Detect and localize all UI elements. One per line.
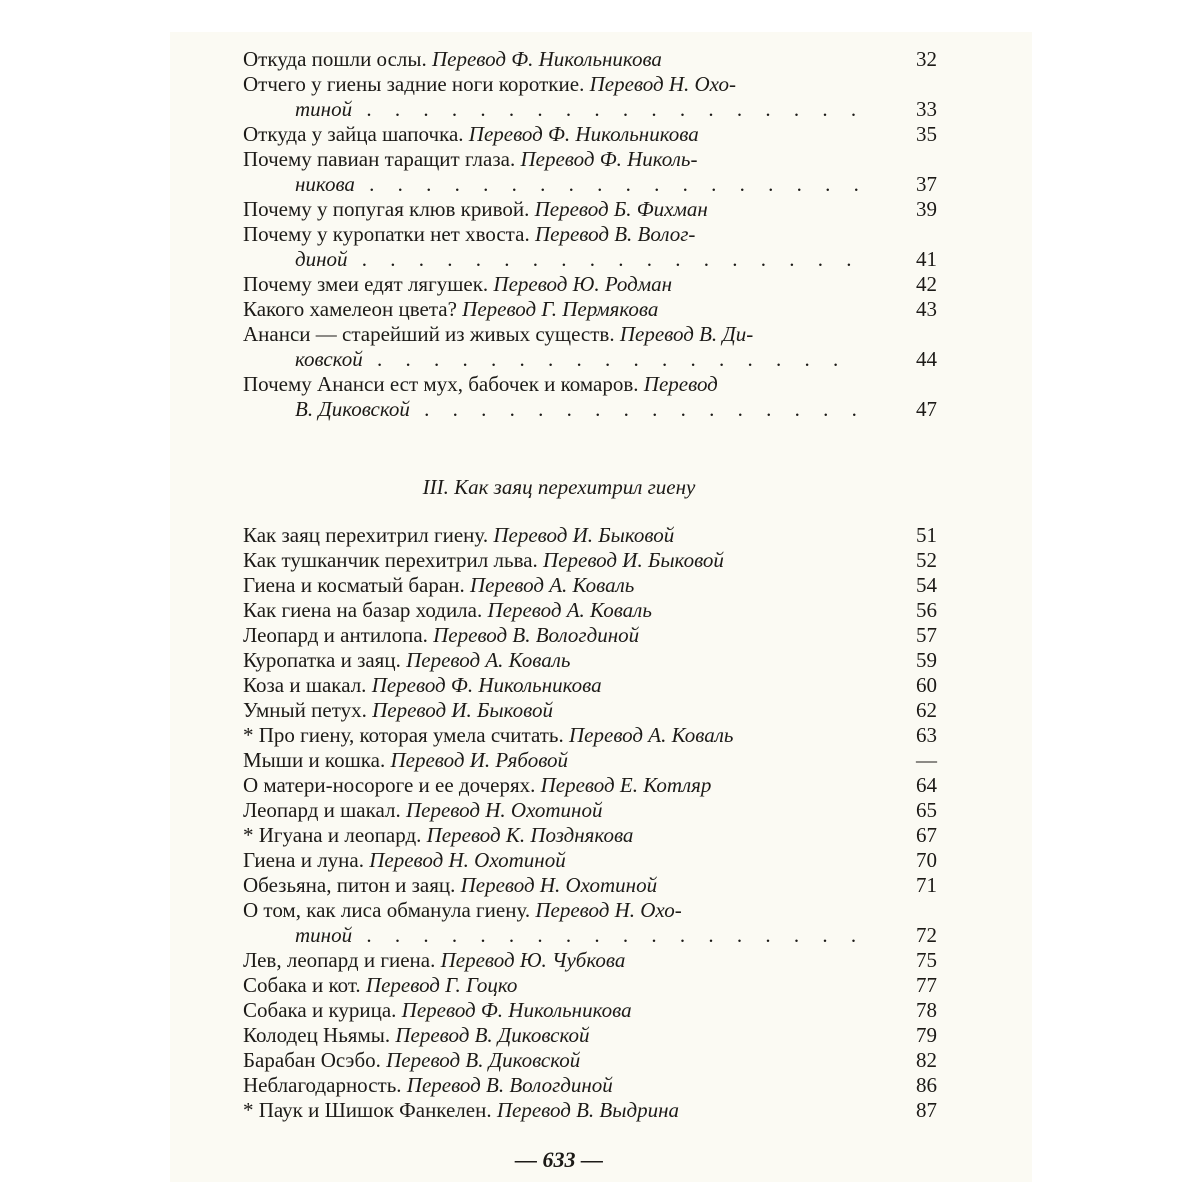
toc-entry-line [243,673,875,698]
entry-page-number: 72 [916,923,937,947]
entry-page-number: 64 [916,773,937,797]
entry-page-number: 47 [916,397,937,421]
toc-entry [243,272,937,297]
entry-title: Ананси — старейший из живых существ. [243,322,620,346]
entry-title: Барабан Осэбо. [243,1048,387,1072]
toc-entry [243,372,937,422]
toc-entry-line [243,1023,875,1048]
entry-title: * Про гиену, которая умела считать. [243,723,570,747]
entry-title: Как тушканчик перехитрил льва. [243,548,544,572]
entry-translator-continued: диной [295,247,348,271]
entry-page-number: 59 [916,648,937,672]
entry-translator-continued: тиной [295,923,353,947]
toc-entry-continuation [243,347,875,372]
toc-entry-line [243,1098,875,1123]
toc-entry-line [243,973,875,998]
entry-translator: Перевод А. Коваль [569,723,734,747]
entry-translator: Перевод В. Выдрина [496,1098,680,1122]
entry-page-number: 79 [916,1023,937,1047]
entry-translator: Перевод Ф. Никольникова [468,122,699,146]
toc-entry-continuation [243,97,875,122]
toc-top [243,47,937,422]
toc-entry [243,122,937,147]
entry-page-number: 56 [916,598,937,622]
leader-dots: . . . . . . . . . . . . . . . . . . [354,172,868,196]
entry-translator: Перевод Ф. Никольникова [371,673,602,697]
entry-translator: Перевод [643,372,718,396]
entry-title: Гиена и луна. [243,848,370,872]
entry-page-number: 63 [916,723,937,747]
entry-title: Умный петух. [243,698,373,722]
toc-entry [243,573,937,598]
entry-translator: Перевод Н. Охотиной [406,798,603,822]
entry-translator: Перевод В. Диковской [395,1023,590,1047]
toc-entry [243,222,937,272]
entry-title: Леопард и антилопа. [243,623,434,647]
toc-entry-line [243,523,875,548]
toc-entry-line [243,47,875,72]
entry-title: * Игуана и леопард. [243,823,427,847]
toc-entry [243,1098,937,1123]
entry-page-number: 35 [916,122,937,146]
entry-translator: Перевод Г. Пермякова [462,297,659,321]
toc-entry-continuation [243,397,875,422]
toc-entry [243,297,937,322]
toc-entry-line [243,147,875,172]
toc-entry-line [243,723,875,748]
entry-translator: Перевод И. Рябовой [390,748,569,772]
toc-entry-line [243,297,875,322]
toc-entry-continuation [243,172,875,197]
toc-entry [243,623,937,648]
toc-entry [243,848,937,873]
entry-page-number: 32 [916,47,937,71]
entry-title: Почему змеи едят лягушек. [243,272,494,296]
entry-title: Мыши и кошка. [243,748,391,772]
toc-entry-line [243,848,875,873]
toc-entry [243,973,937,998]
toc-entry [243,523,937,548]
entry-translator: Перевод Ю. Чубкова [440,948,626,972]
toc-entry-line [243,197,875,222]
entry-page-number: 71 [916,873,937,897]
leader-dots: . . . . . . . . . . . . . . . . . . [347,247,861,271]
toc-entry [243,47,937,72]
toc-entry [243,798,937,823]
entry-page-number: 54 [916,573,937,597]
entry-page-number: 86 [916,1073,937,1097]
entry-title: Коза и шакал. [243,673,372,697]
toc-entry-continuation [243,247,875,272]
entry-translator: Перевод А. Коваль [469,573,635,597]
entry-title: Собака и кот. [243,973,366,997]
entry-page-number: 52 [916,548,937,572]
toc-entry-line [243,898,875,923]
entry-title: Леопард и шакал. [243,798,406,822]
entry-title: Как гиена на базар ходила. [243,598,488,622]
toc-entry [243,72,937,122]
entry-title: Откуда у зайца шапочка. [243,122,469,146]
entry-translator: Перевод И. Быковой [543,548,724,572]
toc-entry [243,1023,937,1048]
entry-title: Откуда пошли ослы. [243,47,432,71]
toc-entry [243,823,937,848]
toc-entry-line [243,222,875,247]
toc-entry-line [243,748,875,773]
entry-translator: Перевод А. Коваль [487,598,652,622]
toc-bottom [243,523,937,1123]
toc-entry [243,898,937,948]
entry-title: Отчего у гиены задние ноги короткие. [243,72,590,96]
entry-title: Почему Ананси ест мух, бабочек и комаров. [243,372,644,396]
entry-translator: Перевод И. Быковой [372,698,553,722]
entry-title: О матери-носороге и ее дочерях. [243,773,541,797]
toc-entry [243,598,937,623]
section-heading: III. Как заяц перехитрил гиену [422,475,696,499]
toc-entry [243,1048,937,1073]
entry-translator-continued: никова [295,172,355,196]
toc-entry [243,773,937,798]
entry-translator: Перевод Н. Охотиной [369,848,566,872]
toc-entry-line [243,72,875,97]
toc-entry [243,322,937,372]
toc-entry-line [243,548,875,573]
leader-dots: . . . . . . . . . . . . . . . . . . [352,923,866,947]
entry-page-number: 70 [916,848,937,872]
entry-page-number: 62 [916,698,937,722]
toc-entry-line [243,998,875,1023]
entry-translator: Перевод Г. Гоцко [365,973,518,997]
toc-entry-line [243,573,875,598]
toc-entry-line [243,598,875,623]
entry-translator: Перевод Ф. Никольникова [432,47,662,71]
entry-title: Куропатка и заяц. [243,648,407,672]
entry-translator: Перевод Н. Охо- [589,72,736,96]
toc-entry [243,147,937,197]
entry-translator: Перевод Е. Котляр [540,773,712,797]
toc-entry-line [243,272,875,297]
toc-entry [243,998,937,1023]
entry-translator: Перевод В. Вологдиной [433,623,640,647]
entry-translator: Перевод Ф. Николь- [520,147,698,171]
entry-page-number: 33 [916,97,937,121]
toc-entry [243,548,937,573]
entry-translator-continued: В. Диковской [295,397,410,421]
toc-entry-line [243,773,875,798]
entry-title: Почему у попугая клюв кривой. [243,197,535,221]
entry-translator: Перевод Н. Охотиной [460,873,658,897]
toc-entry [243,873,937,898]
entry-title: Какого хамелеон цвета? [243,297,463,321]
entry-translator: Перевод И. Быковой [493,523,675,547]
entry-page-number: 37 [916,172,937,196]
entry-page-number: 75 [916,948,937,972]
entry-page-number: 67 [916,823,937,847]
leader-dots: . . . . . . . . . . . . . . . . [409,397,866,421]
entry-page-number: 41 [916,247,937,271]
entry-page-number: 65 [916,798,937,822]
toc-entry-line [243,798,875,823]
entry-page-number: 60 [916,673,937,697]
leader-dots: . . . . . . . . . . . . . . . . . [362,347,848,371]
toc-entry-line [243,122,875,147]
entry-page-number: 44 [916,347,937,371]
toc-entry [243,748,937,773]
entry-page-number: — [916,748,937,772]
leader-dots: . . . . . . . . . . . . . . . . . . [352,97,866,121]
entry-translator: Перевод К. Позднякова [426,823,634,847]
entry-page-number: 51 [916,523,937,547]
entry-page-number: 42 [916,272,937,296]
toc-entry [243,723,937,748]
toc-entry [243,673,937,698]
page-number: — 633 — [515,1147,603,1172]
entry-page-number: 57 [916,623,937,647]
entry-page-number: 87 [916,1098,937,1122]
entry-translator: Перевод Ф. Никольникова [401,998,632,1022]
entry-title: Колодец Ньямы. [243,1023,396,1047]
toc-entry-line [243,823,875,848]
toc-entry-line [243,873,875,898]
entry-page-number: 78 [916,998,937,1022]
entry-translator: Перевод Н. Охо- [535,898,682,922]
entry-title: Как заяц перехитрил гиену. [243,523,494,547]
toc-entry [243,1073,937,1098]
toc-entry-line [243,648,875,673]
entry-translator-continued: тиной [295,97,353,121]
entry-title: Гиена и косматый баран. [243,573,470,597]
toc-entry-line [243,948,875,973]
entry-translator: Перевод В. Волог- [534,222,696,246]
entry-page-number: 39 [916,197,937,221]
entry-translator: Перевод А. Коваль [406,648,571,672]
entry-title: О том, как лиса обманула гиену. [243,898,536,922]
toc-entry-line [243,623,875,648]
entry-translator: Перевод В. Ди- [619,322,754,346]
toc-entry-continuation [243,923,875,948]
toc-entry-line [243,1073,875,1098]
toc-entry-line [243,372,875,397]
entry-title: Неблагодарность. [243,1073,407,1097]
entry-page-number: 43 [916,297,937,321]
entry-title: Почему у куропатки нет хвоста. [243,222,535,246]
toc-entry-line [243,1048,875,1073]
entry-title: Обезьяна, питон и заяц. [243,873,461,897]
entry-title: * Паук и Шишок Фанкелен. [243,1098,497,1122]
entry-title: Почему павиан таращит глаза. [243,147,521,171]
toc-entry [243,197,937,222]
entry-translator: Перевод В. Вологдиной [406,1073,613,1097]
entry-translator: Перевод Б. Фихман [534,197,708,221]
entry-translator: Перевод Ю. Родман [493,272,673,296]
entry-translator-continued: ковской [295,347,363,371]
toc-entry [243,698,937,723]
toc-entry [243,948,937,973]
entry-title: Лев, леопард и гиена. [243,948,441,972]
entry-translator: Перевод В. Диковской [386,1048,581,1072]
entry-page-number: 77 [916,973,937,997]
entry-title: Собака и курица. [243,998,402,1022]
toc-entry [243,648,937,673]
toc-entry-line [243,322,875,347]
toc-entry-line [243,698,875,723]
entry-page-number: 82 [916,1048,937,1072]
